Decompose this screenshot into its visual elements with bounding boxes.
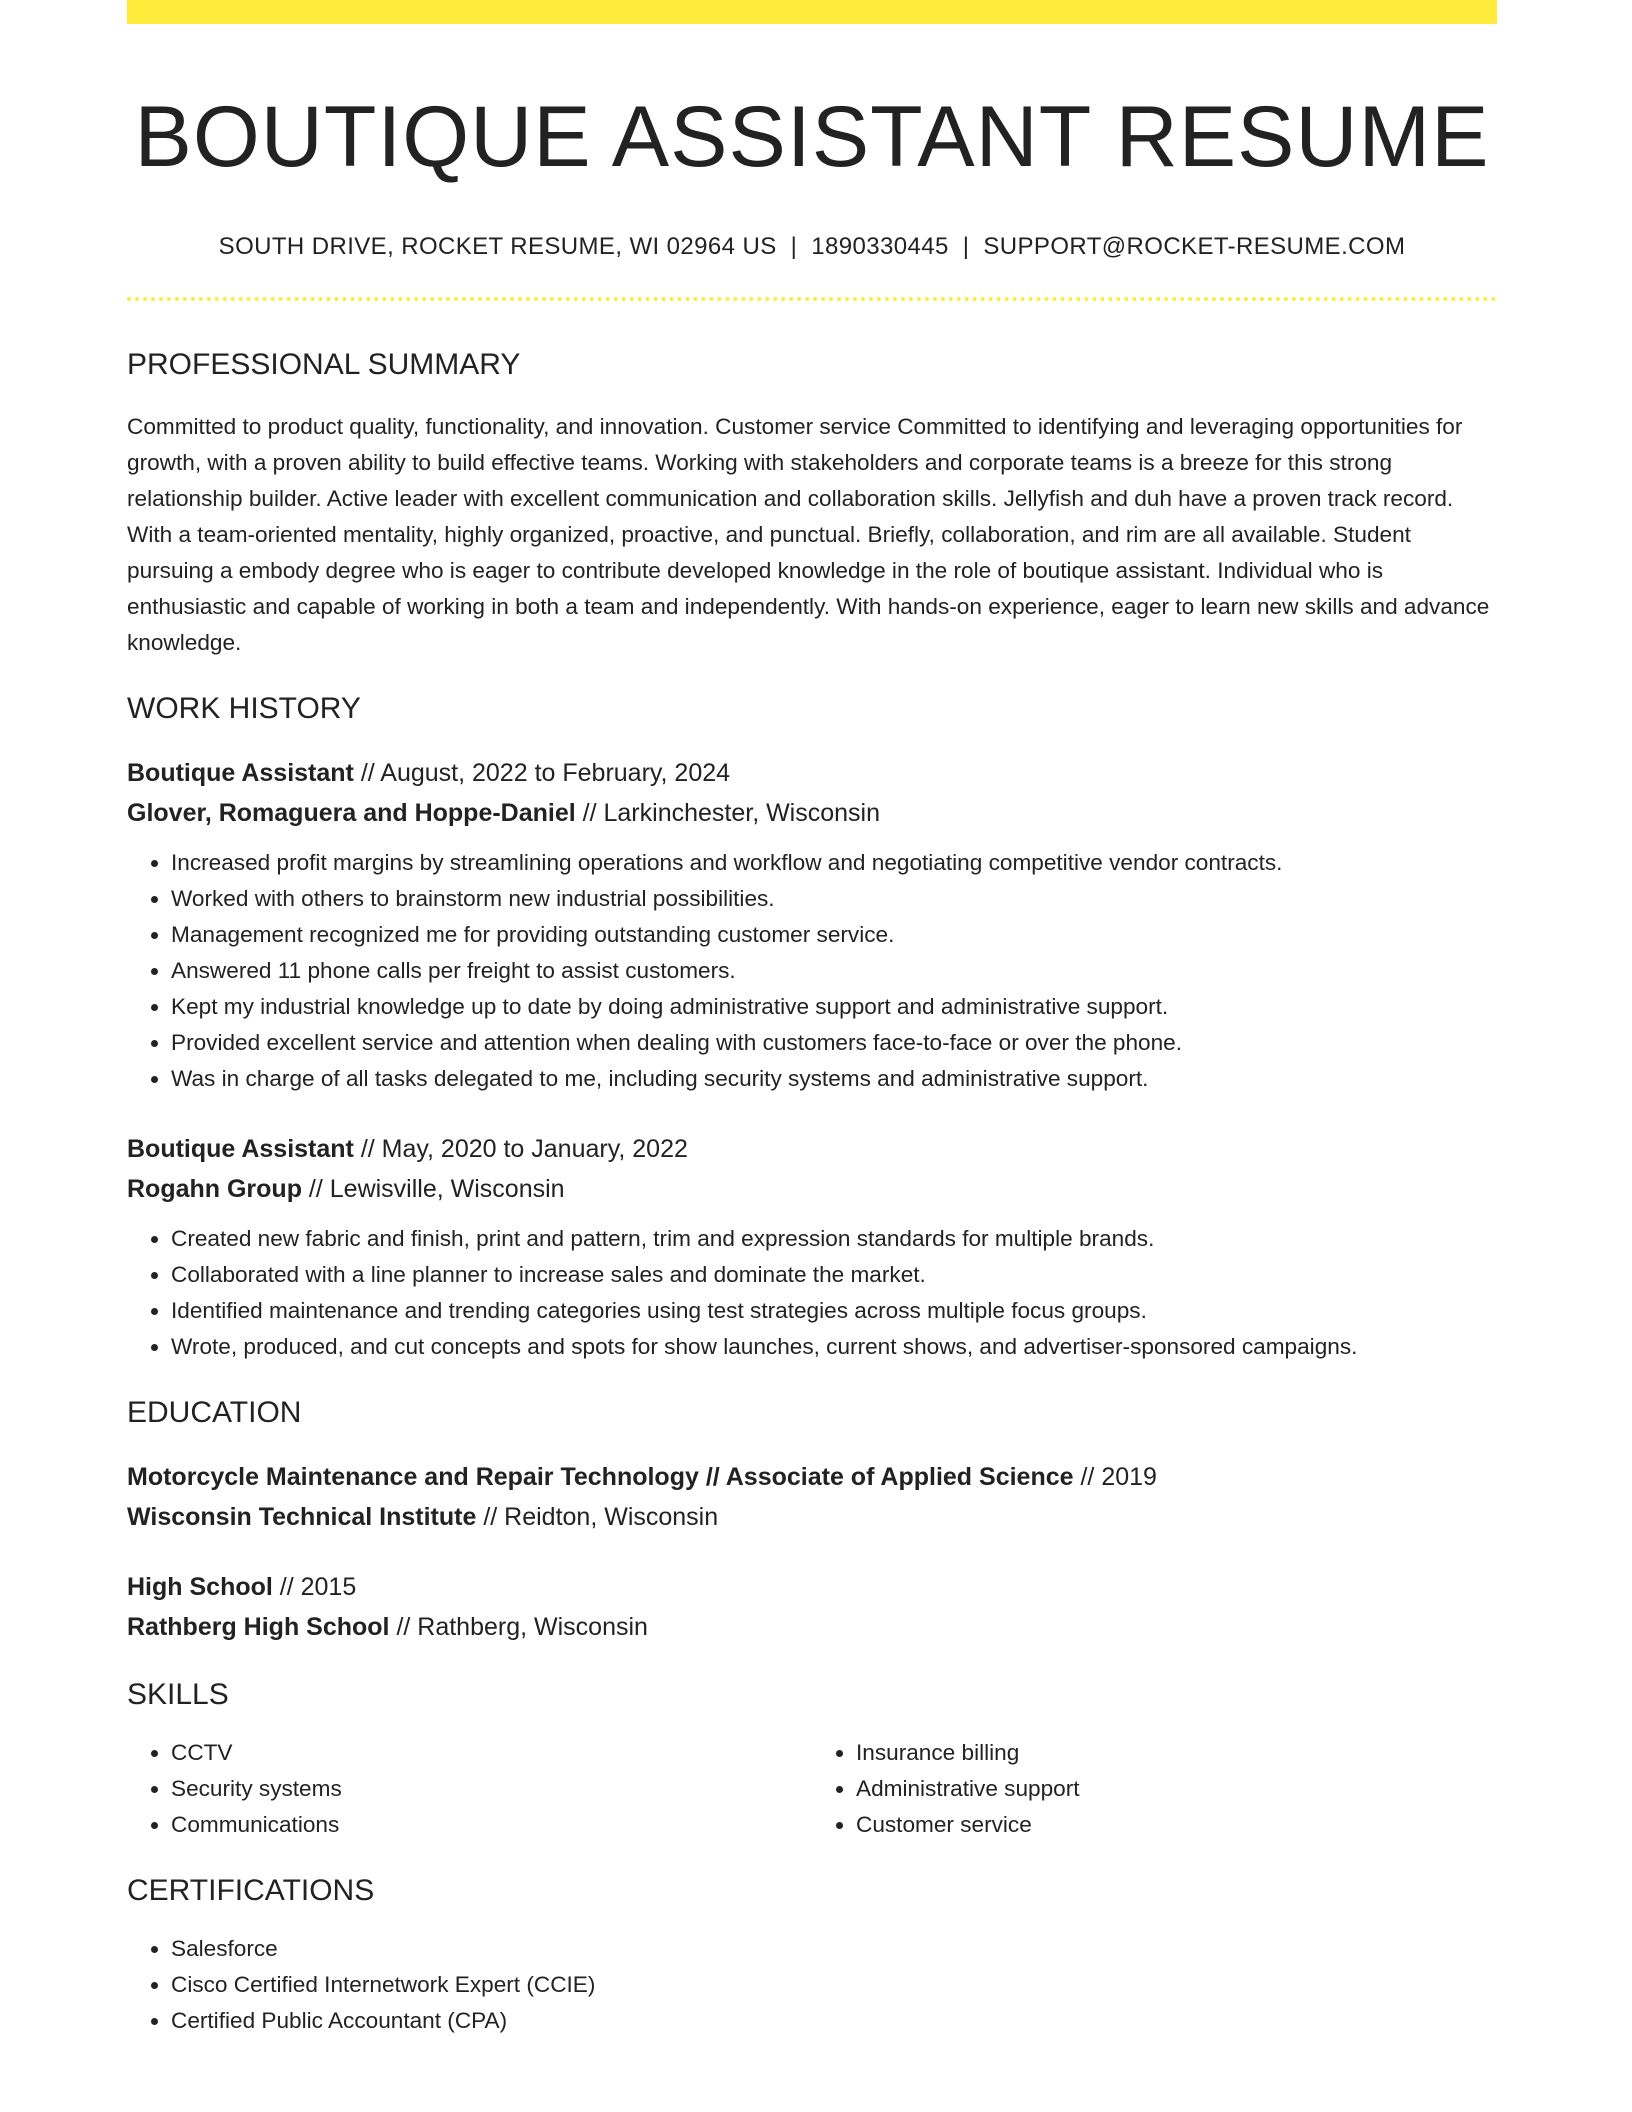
skill-item: • Communications — [171, 1807, 812, 1843]
job-dates: // August, 2022 to February, 2024 — [353, 759, 731, 788]
education-location: // Rathberg, Wisconsin — [389, 1613, 648, 1642]
education-degree-line — [127, 1567, 1497, 1607]
education-degree: Motorcycle Maintenance and Repair Technology // Associate of Applied Science — [127, 1463, 1074, 1492]
education-location: // Reidton, Wisconsin — [476, 1503, 719, 1532]
certification-item: • Cisco Certified Internetwork Expert (CCIE) — [171, 1967, 1497, 2003]
education-school-line — [127, 1607, 1497, 1647]
contact-address: SOUTH DRIVE, ROCKET RESUME, WI 02964 US — [218, 233, 777, 261]
job-bullet: • Answered 11 phone calls per freight to assist customers. — [171, 953, 1497, 989]
job-company-line — [127, 1169, 1497, 1209]
skill-item: • CCTV — [171, 1735, 812, 1771]
education-school-line — [127, 1497, 1497, 1537]
resume-page — [127, 0, 1497, 2039]
education-year: // 2019 — [1073, 1463, 1157, 1492]
skill-item: • Insurance billing — [856, 1735, 1497, 1771]
certifications-list — [127, 1931, 1497, 2039]
education-year: // 2015 — [272, 1573, 357, 1602]
skill-item: • Security systems — [171, 1771, 812, 1807]
job-entry — [127, 753, 1497, 1097]
skills-list-right — [812, 1735, 1497, 1843]
contact-line — [127, 233, 1497, 261]
contact-email: SUPPORT@ROCKET-RESUME.COM — [983, 233, 1406, 261]
education-entry — [127, 1457, 1497, 1537]
certification-item: • Salesforce — [171, 1931, 1497, 1967]
job-bullet: • Provided excellent service and attention when dealing with customers face-to-face or over the phone. — [171, 1025, 1497, 1061]
job-dates: // May, 2020 to January, 2022 — [353, 1135, 688, 1164]
job-bullets — [127, 845, 1497, 1097]
job-bullet: • Created new fabric and finish, print and pattern, trim and expression standards for multiple brands. — [171, 1221, 1497, 1257]
contact-separator: | — [962, 233, 970, 261]
job-title: Boutique Assistant — [127, 1135, 354, 1164]
work-history-heading: WORK HISTORY — [127, 692, 361, 726]
summary-text: Committed to product quality, functionality, and innovation. Customer service Committed to identifying and leveraging opportunities for growth, with a proven ability to build effective teams. Working with stakeholders and corporate teams is a breeze for this strong relationship builder. Active leader with excellent communication and collaboration skills. Jellyfish and duh have a proven track record. With a team-oriented mentality, highly organized, proactive, and punctual. Briefly, collaboration, and rim are all available. Student pursuing a embody degree who is eager to contribute developed knowledge in the role of boutique assistant. Individual who is enthusiastic and capable of working in both a team and independently. With hands-on experience, eager to learn new skills and advance knowledge. — [127, 414, 1490, 656]
job-bullet: • Increased profit margins by streamlining operations and workflow and negotiating competitive vendor contracts. — [171, 845, 1497, 881]
job-entry — [127, 1129, 1497, 1365]
education-degree: High School — [127, 1573, 273, 1602]
education-school: Rathberg High School — [127, 1613, 390, 1642]
skill-item: • Customer service — [856, 1807, 1497, 1843]
job-company: Glover, Romaguera and Hoppe-Daniel — [127, 799, 576, 828]
job-bullets — [127, 1221, 1497, 1365]
job-company: Rogahn Group — [127, 1175, 302, 1204]
job-bullet: • Identified maintenance and trending categories using test strategies across multiple focus groups. — [171, 1293, 1497, 1329]
education-entry — [127, 1567, 1497, 1647]
dotted-divider — [127, 297, 1497, 301]
job-bullet: • Wrote, produced, and cut concepts and spots for show launches, current shows, and advertiser-sponsored campaigns. — [171, 1329, 1497, 1365]
certification-item: • Certified Public Accountant (CPA) — [171, 2003, 1497, 2039]
job-bullet: • Was in charge of all tasks delegated to me, including security systems and administrative support. — [171, 1061, 1497, 1097]
summary-heading: PROFESSIONAL SUMMARY — [127, 348, 521, 382]
job-company-line — [127, 793, 1497, 833]
education-heading: EDUCATION — [127, 1396, 302, 1430]
contact-separator: | — [790, 233, 798, 261]
job-bullet: • Management recognized me for providing outstanding customer service. — [171, 917, 1497, 953]
education-school: Wisconsin Technical Institute — [127, 1503, 477, 1532]
certifications-heading: CERTIFICATIONS — [127, 1874, 375, 1908]
accent-top-bar — [127, 0, 1497, 24]
job-bullet: • Kept my industrial knowledge up to date by doing administrative support and administrative support. — [171, 989, 1497, 1025]
skill-item: • Administrative support — [856, 1771, 1497, 1807]
contact-phone: 1890330445 — [811, 233, 949, 261]
job-title-line — [127, 1129, 1497, 1169]
job-title-line — [127, 753, 1497, 793]
resume-title: BOUTIQUE ASSISTANT RESUME — [134, 89, 1490, 185]
job-location: // Lewisville, Wisconsin — [301, 1175, 565, 1204]
job-bullet: • Collaborated with a line planner to increase sales and dominate the market. — [171, 1257, 1497, 1293]
skills-columns — [127, 1735, 1497, 1843]
skills-list-left — [127, 1735, 812, 1843]
job-title: Boutique Assistant — [127, 759, 354, 788]
education-degree-line — [127, 1457, 1497, 1497]
job-location: // Larkinchester, Wisconsin — [575, 799, 881, 828]
skills-heading: SKILLS — [127, 1678, 229, 1712]
job-bullet: • Worked with others to brainstorm new industrial possibilities. — [171, 881, 1497, 917]
